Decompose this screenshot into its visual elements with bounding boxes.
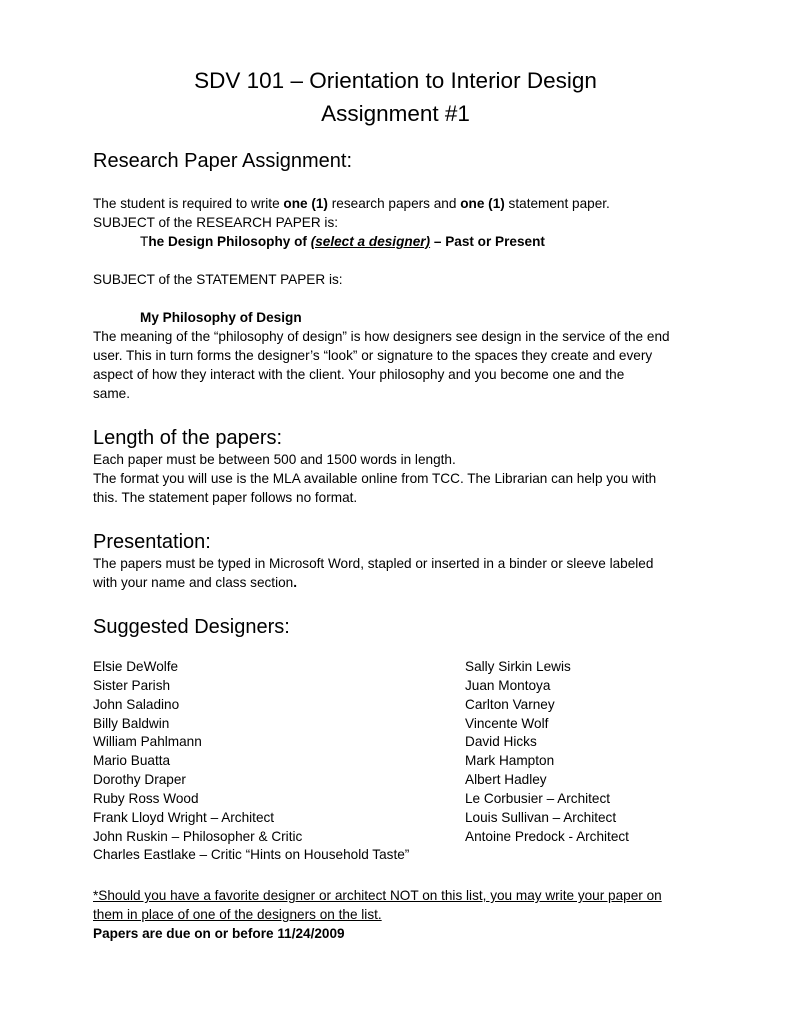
intro-text: The student is required to write [93, 196, 284, 211]
subject-research: SUBJECT of the RESEARCH PAPER is: [93, 215, 339, 230]
designer-item: Frank Lloyd Wright – Architect [93, 809, 275, 825]
intro-text-mid: research papers and [327, 196, 461, 211]
designer-item: Sister Parish [93, 677, 171, 693]
statement-body-3: aspect of how they interact with the client. Your philosophy and you become one and the [93, 367, 625, 382]
document-title-line1: SDV 101 – Orientation to Interior Design [194, 68, 597, 93]
designer-item: Sally Sirkin Lewis [465, 659, 571, 674]
designer-item: William Pahlmann [93, 734, 202, 750]
designer-item: Mark Hampton [465, 753, 555, 769]
designer-item: Albert Hadley [465, 772, 547, 788]
intro-bold-1: one (1) [283, 196, 328, 211]
designer-item: David Hicks [465, 734, 537, 750]
designer-item: Louis Sullivan – Architect [465, 809, 617, 825]
designer-item: Charles Eastlake – Critic “Hints on Household Taste” [93, 847, 410, 863]
designer-item: Vincente Wolf [465, 715, 549, 731]
designer-item: Mario Buatta [93, 753, 171, 769]
designer-item: Elsie DeWolfe [93, 659, 179, 674]
research-heading: Research Paper Assignment: [93, 150, 353, 172]
presentation-line-1: The papers must be typed in Microsoft Word, stapled or inserted in a binder or sleeve labeled [93, 556, 654, 571]
research-intro [93, 195, 703, 214]
topic-select-designer: (select a designer) [310, 234, 431, 249]
intro-bold-2: one (1) [460, 196, 505, 211]
designer-item: John Ruskin – Philosopher & Critic [93, 828, 303, 844]
statement-body-1: The meaning of the “philosophy of design” is how designers see design in the service of the end [93, 329, 670, 344]
length-line-3: this. The statement paper follows no format. [93, 490, 358, 505]
subject-statement: SUBJECT of the STATEMENT PAPER is: [93, 272, 343, 287]
length-heading: Length of the papers: [93, 427, 283, 449]
topic-end: – Past or Present [430, 234, 545, 249]
designer-item: Juan Montoya [465, 677, 551, 693]
length-line-2: The format you will use is the MLA available online from TCC. The Librarian can help you with [93, 471, 657, 486]
statement-title: My Philosophy of Design [140, 310, 302, 325]
designer-item: Ruby Ross Wood [93, 790, 199, 806]
presentation-line-2-text: with your name and class section [93, 575, 294, 590]
topic-bold: he Design Philosophy of [148, 234, 311, 249]
designer-item: John Saladino [93, 696, 180, 712]
designer-item: Le Corbusier – Architect [465, 790, 611, 806]
presentation-line-2 [93, 574, 703, 593]
due-date: Papers are due on or before 11/24/2009 [93, 926, 345, 941]
topic-initial: T [140, 234, 149, 249]
length-line-1: Each paper must be between 500 and 1500 words in length. [93, 452, 456, 467]
presentation-heading: Presentation: [93, 531, 211, 553]
note-line-2: them in place of one of the designers on the list. [93, 907, 382, 922]
designer-item: Dorothy Draper [93, 772, 186, 788]
designer-item: Antoine Predock - Architect [465, 828, 629, 844]
document-title-line2: Assignment #1 [321, 101, 470, 126]
designer-item: Carlton Varney [465, 696, 555, 712]
designer-item: Billy Baldwin [93, 715, 170, 731]
designers-right-column [465, 658, 629, 846]
note-line-1: *Should you have a favorite designer or architect NOT on this list, you may write your paper on [93, 888, 662, 903]
presentation-line-2-period: . [293, 575, 298, 590]
designers-heading: Suggested Designers: [93, 616, 290, 638]
designers-left-column [93, 658, 409, 865]
statement-body-2: user. This in turn forms the designer’s “look” or signature to the spaces they create and every [93, 348, 653, 363]
intro-text-end: statement paper. [504, 196, 610, 211]
research-topic [140, 233, 750, 252]
statement-body-4: same. [93, 386, 131, 401]
